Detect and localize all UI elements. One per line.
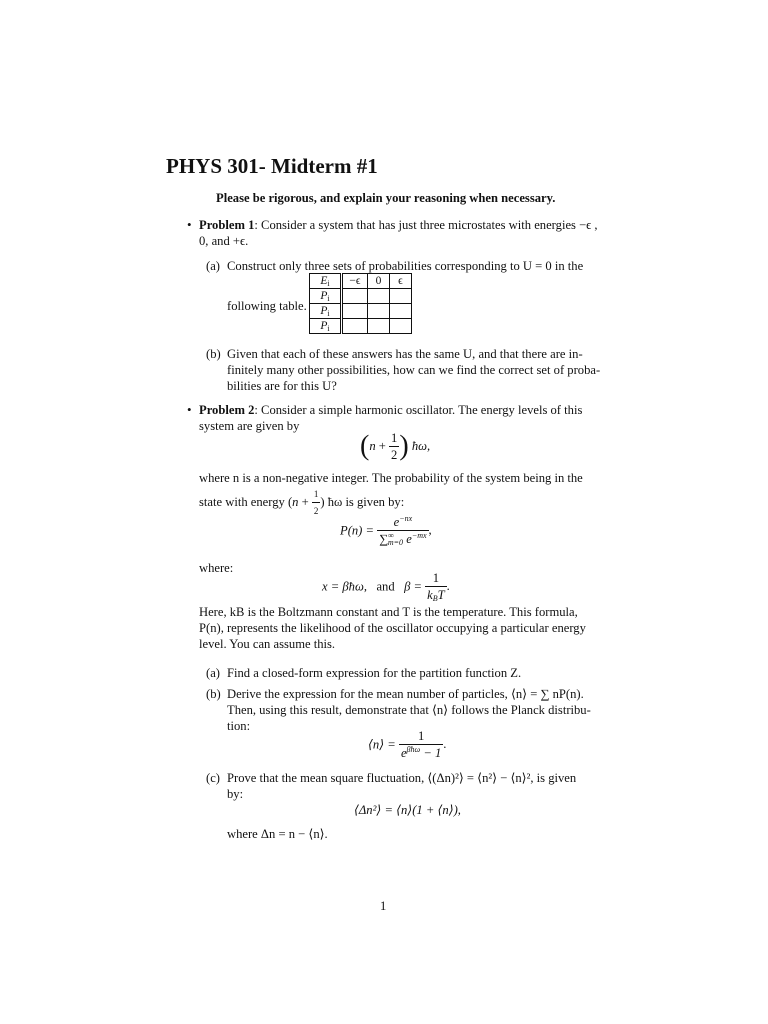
planck-distribution-equation: ⟨n⟩ = $\frac{1}{e^{\beta ħ\omega} - 1}$ . — [368, 729, 447, 761]
problem-1a-text-2: following table. — [227, 299, 307, 313]
problem-2c-where: where Δn = n − ⟨n⟩. — [227, 827, 328, 841]
problem-2-where-line1: where n is a non-negative integer. The probability of the system being in the — [199, 471, 583, 485]
problem-2c-line1: Prove that the mean square fluctuation, ⟨(Δn)²⟩ = ⟨n²⟩ − ⟨n⟩², is given — [227, 771, 577, 785]
table-header-cell: ϵ — [390, 274, 412, 289]
problem-2c-line2: by: — [227, 787, 244, 801]
table-header-row — [310, 274, 412, 289]
table-cell[interactable] — [390, 304, 412, 319]
problem-2-intro — [199, 402, 582, 418]
bullet-problem-1: • — [187, 217, 192, 232]
problem-1-intro-line2: 0, and +ϵ. — [199, 234, 249, 248]
table-cell[interactable] — [390, 319, 412, 334]
problem-2-here-line1: Here, kB is the Boltzmann constant and T is the temperature. This formula, — [199, 605, 578, 619]
beta-definition: x = βħω, and β = $\frac{1}{k_BT}$ . — [322, 571, 450, 604]
fluctuation-equation: ⟨Δn²⟩ = ⟨n⟩(1 + ⟨n⟩), — [354, 803, 461, 817]
problem-1b-line2: finitely many other possibilities, how can we find the correct set of proba- — [227, 363, 601, 377]
table-cell[interactable] — [368, 289, 390, 304]
table-row — [310, 304, 412, 319]
probability-table — [309, 273, 412, 334]
probability-equation: P(n) = $\frac{e^{-nx}}{\sum^\infty_{m=0} e^{-mx}}$ , — [340, 514, 432, 548]
energy-level-equation: (n + $\frac{1}{2}$ ) ħω, — [360, 430, 431, 463]
problem-1-label: Problem 1 — [199, 218, 255, 232]
table-row — [310, 319, 412, 334]
problem-2-where2: where: — [199, 561, 234, 575]
problem-1a-marker: (a) — [206, 259, 220, 273]
problem-2-where-line2: state with energy (n + $\frac{1}{2}$ ) ħω is given by: — [199, 486, 404, 520]
table-cell[interactable] — [368, 319, 390, 334]
page-number: 1 — [380, 899, 387, 913]
problem-2c-marker: (c) — [206, 771, 220, 785]
table-cell[interactable] — [342, 319, 368, 334]
table-row-label: $P_i$ — [310, 319, 342, 334]
problem-1-intro — [199, 217, 601, 233]
problem-2a-text: Find a closed-form expression for the partition function Z. — [227, 666, 522, 680]
problem-2-intro-line1: : Consider a simple harmonic oscillator. The energy levels of this — [254, 403, 583, 417]
problem-2-here-line2: P(n), represents the likelihood of the oscillator occupying a particular energy — [199, 621, 586, 635]
table-row — [310, 289, 412, 304]
problem-1-intro-line1: : Consider a system that has just three microstates with energies −ϵ , — [254, 218, 598, 232]
table-header-cell: −ϵ — [342, 274, 368, 289]
problem-1a-text: Construct only three sets of probabilities corresponding to U = 0 in the — [227, 259, 584, 273]
problem-2b-marker: (b) — [206, 687, 221, 701]
bullet-problem-2: • — [187, 402, 192, 417]
problem-2-label: Problem 2 — [199, 403, 255, 417]
table-cell[interactable] — [368, 304, 390, 319]
problem-1b-line1: Given that each of these answers has the same U, and that there are in- — [227, 347, 583, 361]
problem-1b-marker: (b) — [206, 347, 221, 361]
table-row-label: $P_i$ — [310, 289, 342, 304]
problem-1b-line3: bilities are for this U? — [227, 379, 337, 393]
table-cell[interactable] — [342, 304, 368, 319]
problem-2b-line1: Derive the expression for the mean number of particles, ⟨n⟩ = ∑ nP(n). — [227, 687, 584, 701]
problem-2b-line3: tion: — [227, 719, 251, 733]
table-cell[interactable] — [342, 289, 368, 304]
table-row-label: $P_i$ — [310, 304, 342, 319]
table-header-cell: $E_i$ — [310, 274, 342, 289]
table-cell[interactable] — [390, 289, 412, 304]
problem-2-intro-line2: system are given by — [199, 419, 300, 433]
problem-2b-line2: Then, using this result, demonstrate that ⟨n⟩ follows the Planck distribu- — [227, 703, 591, 717]
table-header-cell: 0 — [368, 274, 390, 289]
problem-2a-marker: (a) — [206, 666, 220, 680]
instructions: Please be rigorous, and explain your reasoning when necessary. — [216, 191, 556, 205]
page-title: PHYS 301- Midterm #1 — [166, 154, 378, 178]
problem-2-here-line3: level. You can assume this. — [199, 637, 336, 651]
